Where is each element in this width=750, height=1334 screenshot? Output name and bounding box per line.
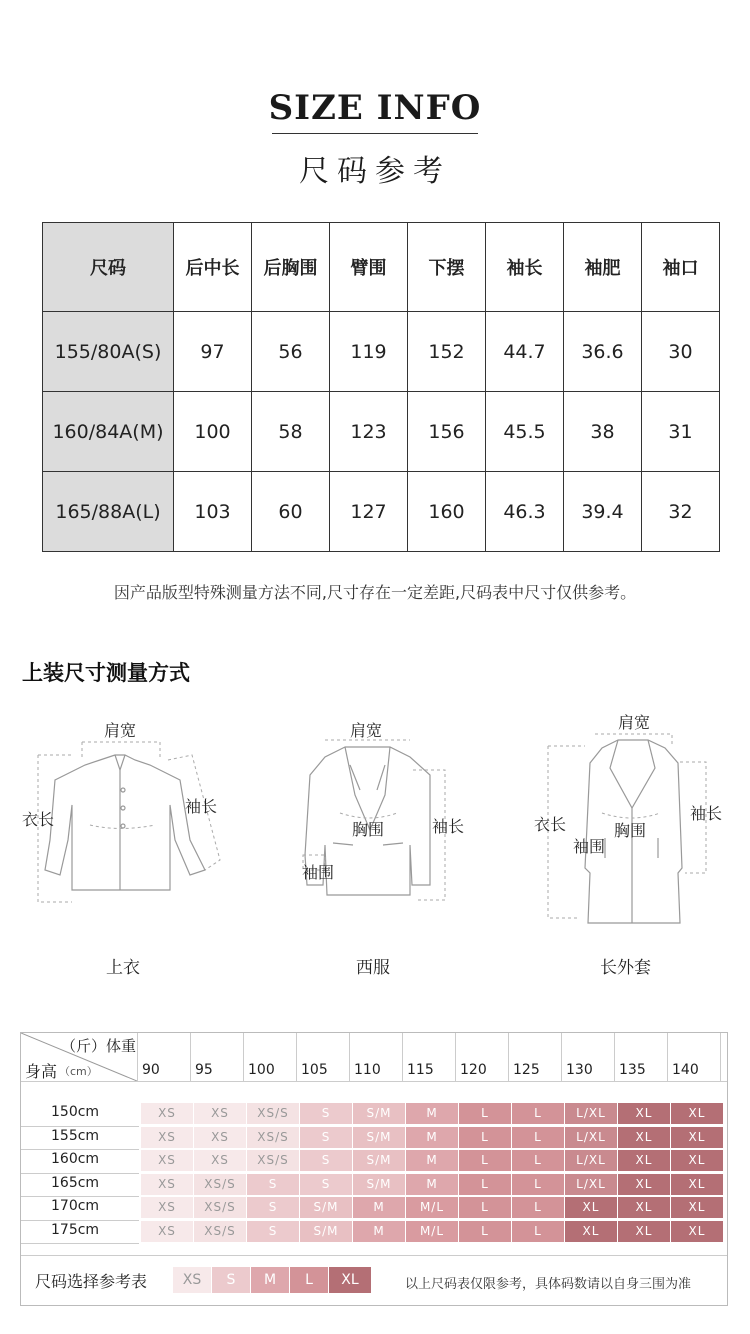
size-cell: L — [459, 1174, 511, 1195]
size-cell: S — [300, 1127, 352, 1148]
table-cell: 103 — [174, 472, 252, 552]
table-cell: 58 — [252, 392, 330, 472]
size-cell: XL — [565, 1197, 617, 1218]
size-cell: XS — [194, 1150, 246, 1171]
size-cell: XS — [141, 1103, 193, 1124]
chart-column-divider — [296, 1033, 297, 1081]
table-cell: 56 — [252, 312, 330, 392]
weight-label: 95 — [195, 1062, 213, 1078]
row-divider — [21, 1173, 139, 1174]
table-cell: 44.7 — [486, 312, 564, 392]
size-cell: XL — [671, 1174, 723, 1195]
size-cell: XL — [671, 1221, 723, 1242]
legend-swatch: L — [290, 1267, 328, 1293]
legend-swatch: XS — [173, 1267, 211, 1293]
chart-column-divider — [667, 1033, 668, 1081]
size-cell: XS — [141, 1127, 193, 1148]
table-cell: 123 — [330, 392, 408, 472]
size-cell: S/M — [300, 1197, 352, 1218]
size-cell: S — [247, 1174, 299, 1195]
size-cell: S/M — [353, 1150, 405, 1171]
height-label: 170cm — [51, 1198, 100, 1214]
sleeve-label: 袖长 — [690, 804, 723, 823]
size-cell: 160/84A(M) — [43, 392, 174, 472]
header-cell: 下摆 — [408, 223, 486, 312]
size-cell: XL — [565, 1221, 617, 1242]
chart-column-divider — [349, 1033, 350, 1081]
table-cell: 45.5 — [486, 392, 564, 472]
size-cell: XS — [141, 1150, 193, 1171]
size-cell: L — [459, 1127, 511, 1148]
size-cell: XL — [618, 1197, 670, 1218]
table-row — [43, 312, 720, 392]
size-cell: XS — [141, 1174, 193, 1195]
row-divider — [21, 1243, 139, 1244]
shoulder-label: 肩宽 — [104, 721, 137, 740]
section-title: 上装尺寸测量方式 — [22, 661, 190, 685]
height-label: 165cm — [51, 1174, 100, 1191]
size-cell: XS — [194, 1127, 246, 1148]
cuff-label: 袖围 — [302, 863, 335, 882]
size-cell: XL — [671, 1103, 723, 1124]
size-cell: S/M — [353, 1174, 405, 1195]
header-cell: 后胸围 — [252, 223, 330, 312]
size-cell: XS/S — [247, 1127, 299, 1148]
weight-label: 105 — [301, 1062, 328, 1078]
size-cell: 155/80A(S) — [43, 312, 174, 392]
table-cell: 156 — [408, 392, 486, 472]
table-cell: 127 — [330, 472, 408, 552]
row-divider — [21, 1220, 139, 1221]
length-label: 衣长 — [22, 810, 55, 829]
height-axis-unit: （cm） — [59, 1065, 98, 1078]
size-cell: S — [300, 1150, 352, 1171]
shoulder-label: 肩宽 — [350, 721, 383, 740]
weight-label: 115 — [407, 1062, 434, 1078]
size-cell: M — [353, 1221, 405, 1242]
size-cell: L — [459, 1103, 511, 1124]
table-row — [43, 392, 720, 472]
weight-label: 135 — [619, 1062, 646, 1078]
size-cell: XL — [618, 1127, 670, 1148]
legend-note: 以上尺码表仅限参考，具体码数请以自身三围为准 — [405, 1277, 692, 1292]
table-cell: 97 — [174, 312, 252, 392]
row-divider — [21, 1126, 139, 1127]
size-cell: M — [353, 1197, 405, 1218]
size-cell: XL — [618, 1150, 670, 1171]
size-cell: XL — [618, 1103, 670, 1124]
size-legend — [173, 1267, 373, 1295]
size-cell: XS — [141, 1221, 193, 1242]
size-cell: S/M — [300, 1221, 352, 1242]
chart-column-divider — [190, 1033, 191, 1081]
size-cell: 165/88A(L) — [43, 472, 174, 552]
chart-column-divider — [137, 1033, 138, 1081]
size-cell: XL — [618, 1174, 670, 1195]
size-cell: XS/S — [194, 1197, 246, 1218]
table-cell: 36.6 — [564, 312, 642, 392]
header-cell: 尺码 — [43, 223, 174, 312]
size-note: 因产品版型特殊测量方法不同,尺寸存在一定差距,尺码表中尺寸仅供参考。 — [113, 583, 637, 602]
table-row — [43, 472, 720, 552]
chart-footer-divider — [21, 1255, 727, 1256]
shoulder-label: 肩宽 — [618, 713, 651, 732]
size-cell: XS/S — [194, 1221, 246, 1242]
size-cell: XL — [671, 1150, 723, 1171]
size-table-header-row — [43, 223, 720, 312]
size-cell: S/M — [353, 1103, 405, 1124]
size-cell: XL — [671, 1197, 723, 1218]
chart-column-divider — [243, 1033, 244, 1081]
weight-label: 90 — [142, 1062, 160, 1078]
size-cell: L — [512, 1103, 564, 1124]
weight-label: 100 — [248, 1062, 275, 1078]
table-cell: 152 — [408, 312, 486, 392]
table-cell: 60 — [252, 472, 330, 552]
size-cell: L — [512, 1174, 564, 1195]
size-cell: L/XL — [565, 1174, 617, 1195]
legend-swatch: M — [251, 1267, 289, 1293]
table-cell: 119 — [330, 312, 408, 392]
chest-label: 胸围 — [614, 821, 647, 840]
header-cell: 袖长 — [486, 223, 564, 312]
size-selection-chart — [20, 1032, 728, 1306]
size-cell: L — [512, 1221, 564, 1242]
length-label: 衣长 — [534, 815, 567, 834]
table-cell: 38 — [564, 392, 642, 472]
legend-swatch: S — [212, 1267, 250, 1293]
size-cell: L — [512, 1127, 564, 1148]
size-cell: S — [300, 1103, 352, 1124]
size-cell: XS — [194, 1103, 246, 1124]
chart-column-divider — [508, 1033, 509, 1081]
table-cell: 31 — [642, 392, 720, 472]
weight-label: 125 — [513, 1062, 540, 1078]
weight-label: 130 — [566, 1062, 593, 1078]
size-cell: XS — [141, 1197, 193, 1218]
table-cell: 160 — [408, 472, 486, 552]
table-cell: 32 — [642, 472, 720, 552]
chart-grid — [21, 1033, 727, 1305]
sleeve-label: 袖长 — [432, 817, 465, 836]
chest-label: 胸围 — [352, 820, 385, 839]
header-cell: 袖肥 — [564, 223, 642, 312]
size-cell: S — [247, 1197, 299, 1218]
size-cell: S — [247, 1221, 299, 1242]
size-cell: L — [459, 1150, 511, 1171]
chart-column-divider — [614, 1033, 615, 1081]
garment-caption: 上衣 — [106, 958, 140, 978]
header-cell: 臂围 — [330, 223, 408, 312]
cuff-label: 袖围 — [573, 837, 606, 856]
table-cell: 39.4 — [564, 472, 642, 552]
sleeve-label: 袖长 — [185, 797, 218, 816]
size-cell: M — [406, 1103, 458, 1124]
height-label: 150cm — [51, 1104, 100, 1120]
chart-header-divider — [21, 1081, 727, 1082]
size-cell: L — [459, 1221, 511, 1242]
height-label: 155cm — [51, 1127, 100, 1144]
height-axis-title: 身高 — [25, 1062, 58, 1081]
title-divider — [272, 133, 478, 134]
size-cell: M — [406, 1127, 458, 1148]
size-cell: L — [459, 1197, 511, 1218]
size-cell: L/XL — [565, 1150, 617, 1171]
height-label: 160cm — [51, 1151, 100, 1167]
weight-label: 140 — [672, 1062, 699, 1078]
table-cell: 30 — [642, 312, 720, 392]
height-label: 175cm — [51, 1221, 100, 1238]
weight-label: 110 — [354, 1062, 381, 1078]
page-subtitle: 尺码参考 — [299, 154, 451, 189]
header-cell: 袖口 — [642, 223, 720, 312]
legend-title: 尺码选择参考表 — [35, 1272, 148, 1291]
weight-label: 120 — [460, 1062, 487, 1078]
size-cell: XS/S — [247, 1150, 299, 1171]
size-cell: XL — [618, 1221, 670, 1242]
row-divider — [21, 1196, 139, 1197]
size-cell: XL — [671, 1127, 723, 1148]
chart-column-divider — [402, 1033, 403, 1081]
chart-column-divider — [720, 1033, 721, 1081]
weight-axis-title: （斤）体重 — [61, 1037, 137, 1055]
size-cell: L — [512, 1150, 564, 1171]
table-cell: 100 — [174, 392, 252, 472]
size-cell: L/XL — [565, 1127, 617, 1148]
size-cell: XS/S — [247, 1103, 299, 1124]
legend-swatch: XL — [329, 1267, 371, 1293]
row-divider — [21, 1149, 139, 1150]
size-cell: L — [512, 1197, 564, 1218]
size-cell: XS/S — [194, 1174, 246, 1195]
size-cell: M/L — [406, 1197, 458, 1218]
size-cell: L/XL — [565, 1103, 617, 1124]
chart-column-divider — [455, 1033, 456, 1081]
garment-caption: 长外套 — [600, 958, 651, 978]
size-cell: S — [300, 1174, 352, 1195]
chart-column-divider — [561, 1033, 562, 1081]
size-cell: M — [406, 1174, 458, 1195]
size-table — [42, 222, 720, 552]
page-title: SIZE INFO — [268, 88, 482, 128]
header-cell: 后中长 — [174, 223, 252, 312]
size-cell: M — [406, 1150, 458, 1171]
size-cell: S/M — [353, 1127, 405, 1148]
size-cell: M/L — [406, 1221, 458, 1242]
table-cell: 46.3 — [486, 472, 564, 552]
garment-caption: 西服 — [356, 958, 390, 978]
